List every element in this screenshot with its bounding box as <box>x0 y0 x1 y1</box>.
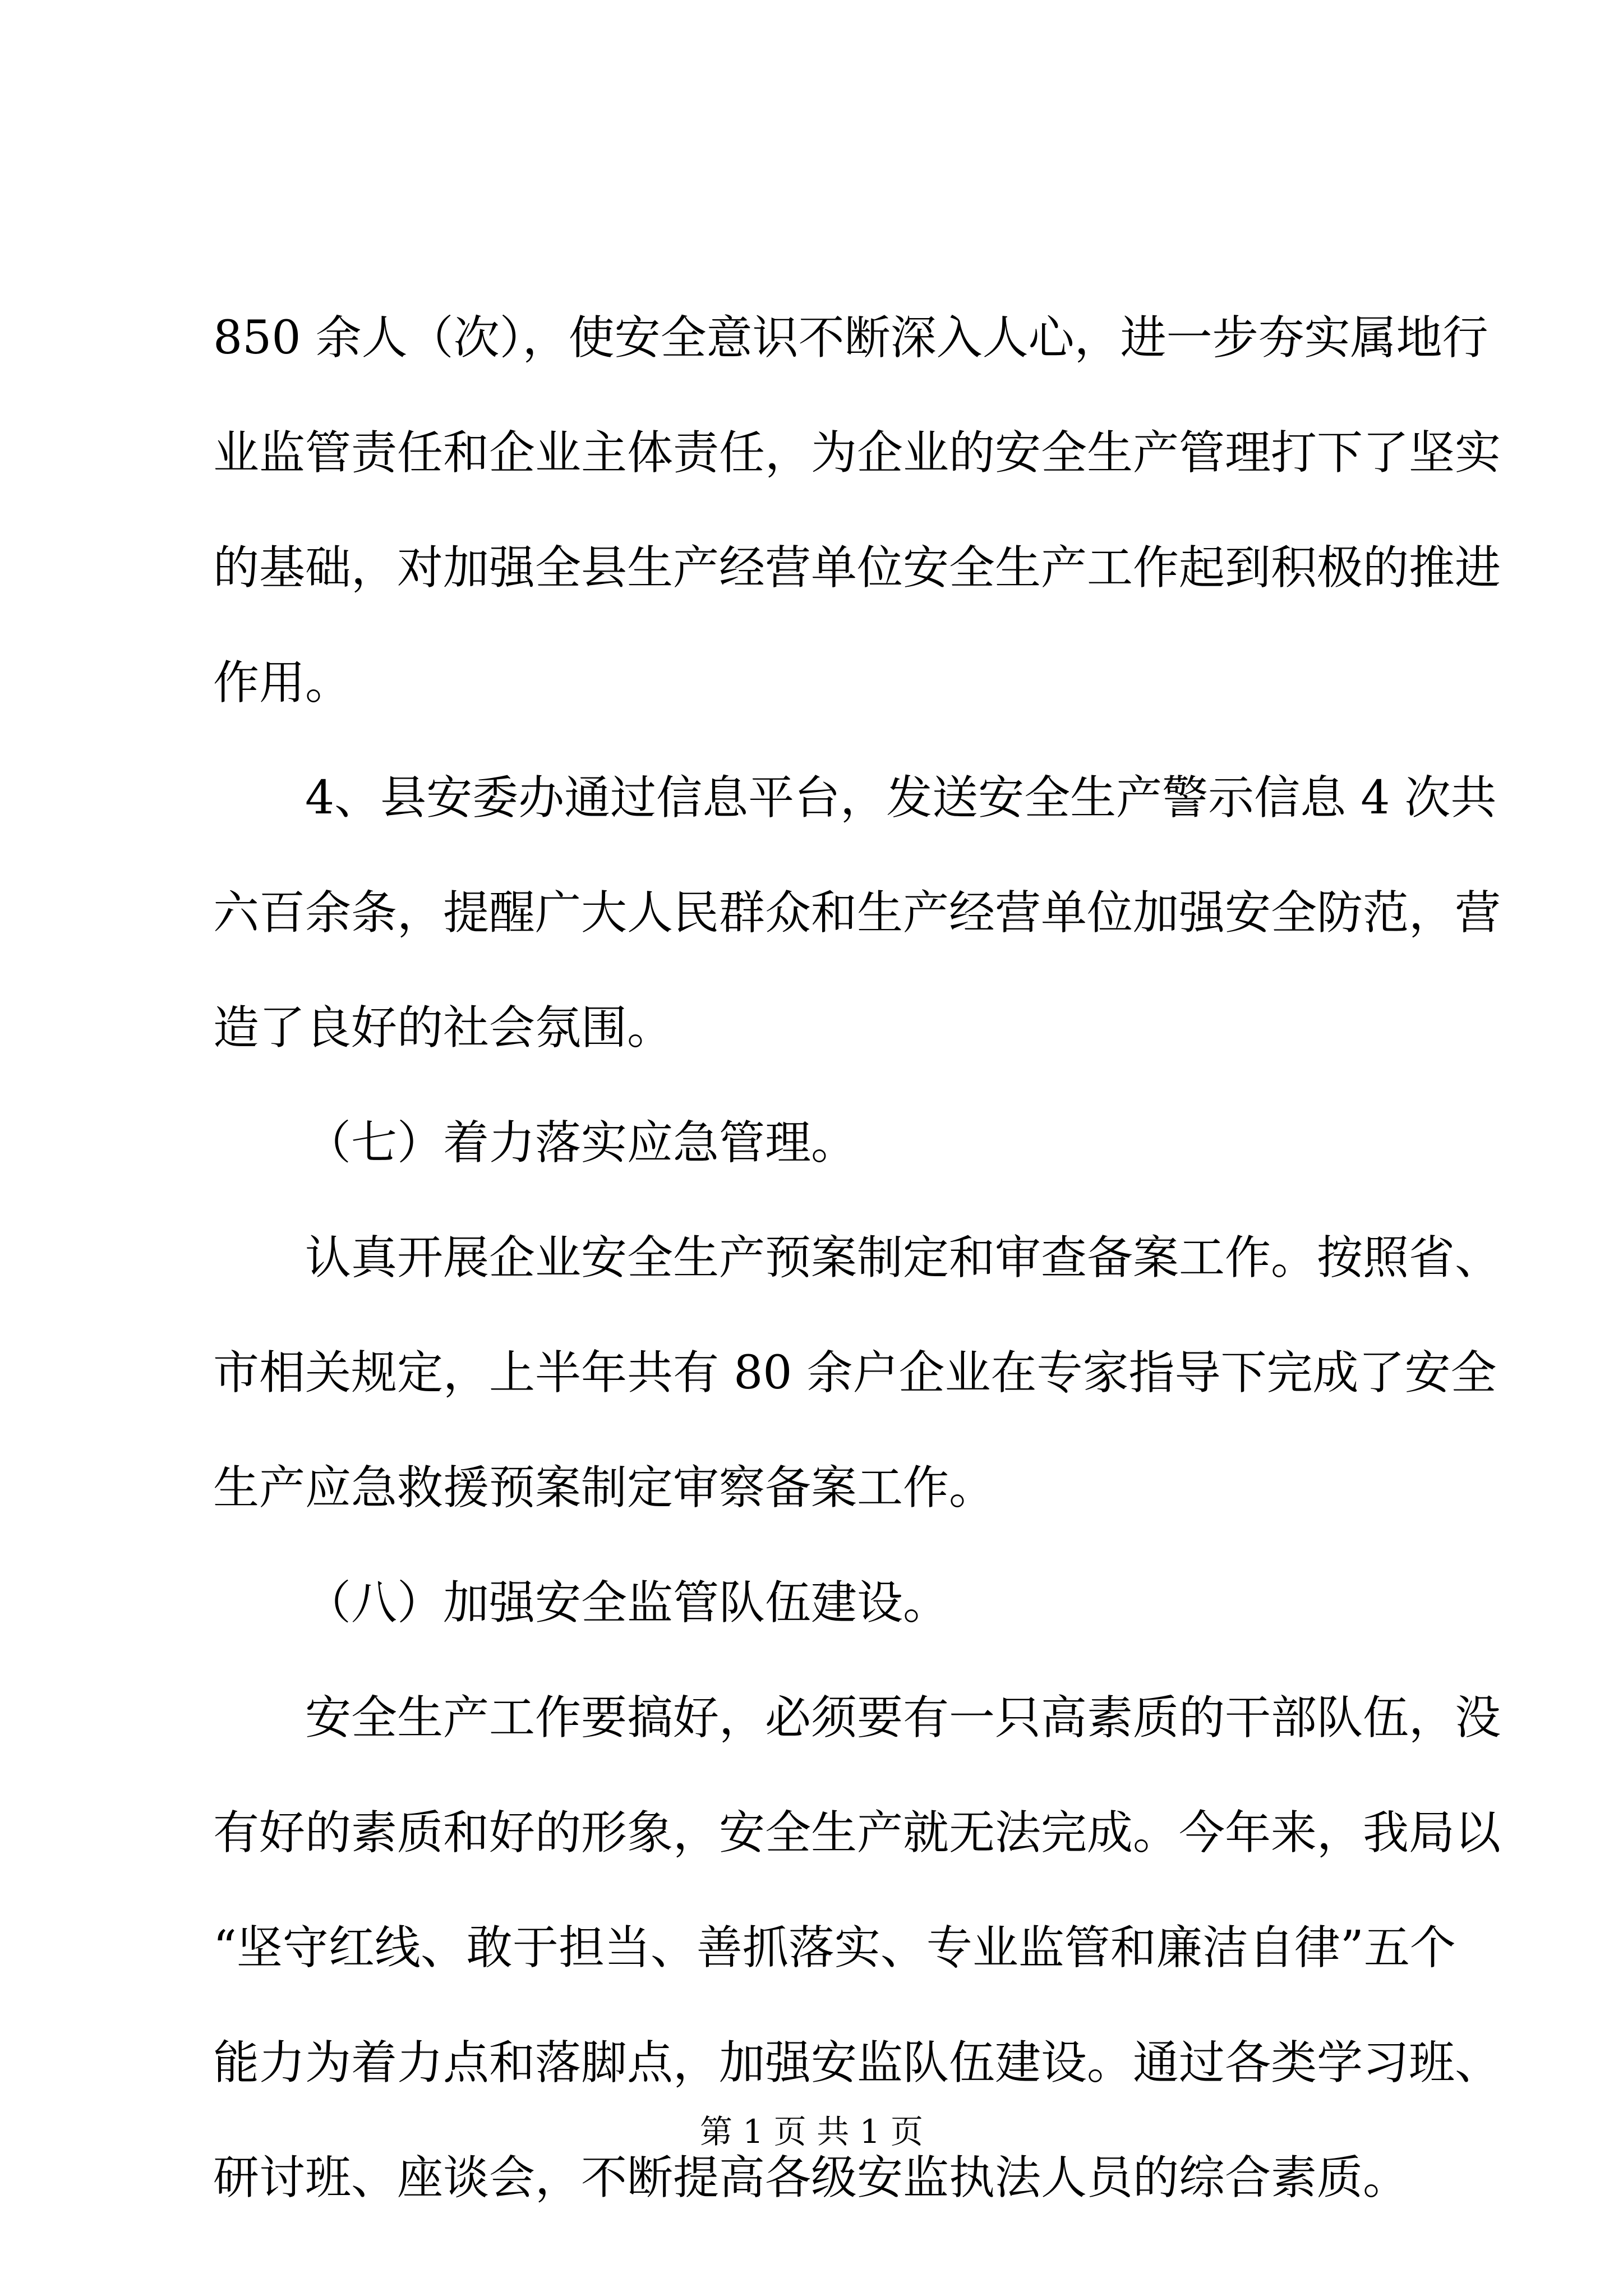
text-line: 认真开展企业安全生产预案制定和审查备案工作。按照省、 <box>305 1231 1501 1285</box>
page-footer: 第 1 页 共 1 页 <box>700 2113 923 2151</box>
text-line: 有好的素质和好的形象，安全生产就无法完成。今年来，我局以 <box>213 1806 1501 1860</box>
text-line: 业监管责任和企业主体责任，为企业的安全生产管理打下了坚实 <box>213 426 1501 480</box>
section-heading: （八）加强安全监管队伍建设。 <box>305 1576 949 1630</box>
section-heading: （七）着力落实应急管理。 <box>305 1116 857 1170</box>
text-line: 六百余条，提醒广大人民群众和生产经营单位加强安全防范，营 <box>213 886 1501 940</box>
text-line: “坚守红线、敢于担当、善抓落实、专业监管和廉洁自律”五个 <box>213 1921 1456 1975</box>
text-line: 的基础，对加强全县生产经营单位安全生产工作起到积极的推进 <box>213 541 1501 595</box>
text-line: 造了良好的社会氛围。 <box>213 1001 674 1055</box>
text-line: 安全生产工作要搞好，必须要有一只高素质的干部队伍，没 <box>305 1691 1501 1745</box>
text-line: 4、县安委办通过信息平台，发送安全生产警示信息 4 次共 <box>305 771 1497 825</box>
document-body <box>213 280 1501 2235</box>
text-line: 生产应急救援预案制定审察备案工作。 <box>213 1461 995 1515</box>
text-line: 研讨班、座谈会，不断提高各级安监执法人员的综合素质。 <box>213 2151 1409 2205</box>
text-line: 市相关规定，上半年共有 80 余户企业在专家指导下完成了安全 <box>213 1346 1497 1400</box>
text-line: 能力为着力点和落脚点，加强安监队伍建设。通过各类学习班、 <box>213 2036 1501 2090</box>
text-line: 850 余人（次），使安全意识不断深入人心，进一步夯实属地行 <box>213 311 1488 365</box>
text-line: 作用。 <box>213 656 352 710</box>
